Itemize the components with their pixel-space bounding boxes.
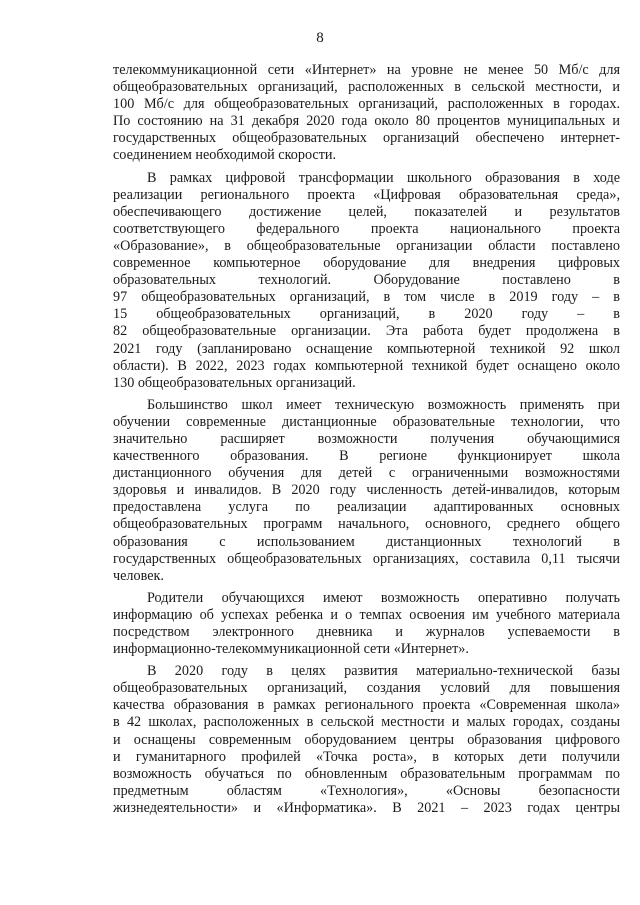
text-line: государственных общеобразовательных организаций обеспечено интернет- <box>113 130 620 147</box>
text-line: общеобразовательных программ начального, основного, среднего общего <box>113 516 620 533</box>
text-line: качества образования в рамках регионального проекта «Современная школа» <box>113 697 620 714</box>
text-line: 15 общеобразовательных организаций, в 2020 году – в <box>113 306 620 323</box>
text-line: государственных общеобразовательных организациях, составила 0,11 тысячи <box>113 550 620 567</box>
text-line: предметным областям «Технология», «Основы безопасности <box>113 782 620 799</box>
text-line: общеобразовательных организаций, создания условий для повышения <box>113 680 620 697</box>
text-line: соответствующего федерального проекта национального проекта <box>113 220 620 237</box>
paragraph-5 <box>113 663 620 817</box>
text-line: соединением необходимой скорости. <box>113 147 337 164</box>
text-line: обеспечивающего достижение целей, показателей и результатов <box>113 203 620 220</box>
text-line: 2021 году (запланировано оснащение компьютерной техникой 92 школ <box>113 340 620 357</box>
page-number: 8 <box>316 30 324 46</box>
text-line: и гуманитарного профилей «Точка роста», в которых дети получили <box>113 748 620 765</box>
text-line: 97 общеобразовательных организаций, в том числе в 2019 году – в <box>113 289 620 306</box>
text-line: общеобразовательных организаций, расположенных в сельской местности, и <box>113 79 620 96</box>
text-line: значительно расширяет возможности получения обучающимися <box>113 430 620 447</box>
text-line: «Образование», в общеобразовательные организации области поставлено <box>113 237 620 254</box>
text-line: в 42 школах, расположенных в сельской местности и малых городах, созданы <box>113 714 620 731</box>
text-line: образования с использованием дистанционных технологий в <box>113 533 620 550</box>
text-line: телекоммуникационной сети «Интернет» на уровне не менее 50 Мб/с для <box>113 62 620 78</box>
text-line: Родители обучающихся имеют возможность оперативно получать <box>147 589 620 606</box>
text-line: Большинство школ имеет техническую возможность применять при <box>147 396 620 413</box>
text-line: 82 общеобразовательные организации. Эта работа будет продолжена в <box>113 323 620 340</box>
text-line: образовательных технологий. Оборудование поставлено в <box>113 272 620 289</box>
text-line: области). В 2022, 2023 годах компьютерной техникой будет оснащено около <box>113 357 620 374</box>
text-line: В рамках цифровой трансформации школьного образования в ходе <box>147 169 620 186</box>
text-line: современное компьютерное оборудование для внедрения цифровых <box>113 255 620 272</box>
text-line: человек. <box>113 567 164 584</box>
text-line: дистанционного обучения для детей с ограниченными возможностями <box>113 465 620 482</box>
text-line: посредством электронного дневника и журналов успеваемости в <box>113 624 620 640</box>
text-line: информационно-телекоммуникационной сети «Интернет». <box>113 641 469 658</box>
text-line: здоровья и инвалидов. В 2020 году численность детей-инвалидов, которым <box>113 482 620 499</box>
text-line: возможность обучаться по обновленным образовательным программам по <box>113 765 620 782</box>
paragraph-4 <box>113 590 620 658</box>
document-body <box>113 62 620 817</box>
text-line: 100 Мб/с для общеобразовательных организаций, расположенных в городах. <box>113 96 620 113</box>
text-line: и оснащены современным оборудованием центры образования цифрового <box>113 731 620 748</box>
text-line: По состоянию на 31 декабря 2020 года около 80 процентов муниципальных и <box>113 113 620 130</box>
paragraph-1 <box>113 62 620 165</box>
text-line: 130 общеобразовательных организаций. <box>113 374 356 391</box>
text-line: жизнедеятельности» и «Информатика». В 2021 – 2023 годах центры <box>113 799 620 816</box>
text-line: обучении современные дистанционные образовательные технологии, что <box>113 413 620 430</box>
paragraph-2 <box>113 170 620 392</box>
text-line: реализации регионального проекта «Цифровая образовательная среда», <box>113 186 620 203</box>
text-line: информацию об успехах ребенка и о темпах освоения им учебного материала <box>113 606 620 623</box>
text-line: предоставлена услуга по реализации адаптированных основных <box>113 499 620 516</box>
text-line: В 2020 году в целях развития материально-технической базы <box>147 663 620 680</box>
text-line: качественного образования. В регионе функционирует школа <box>113 448 620 465</box>
paragraph-3 <box>113 397 620 585</box>
